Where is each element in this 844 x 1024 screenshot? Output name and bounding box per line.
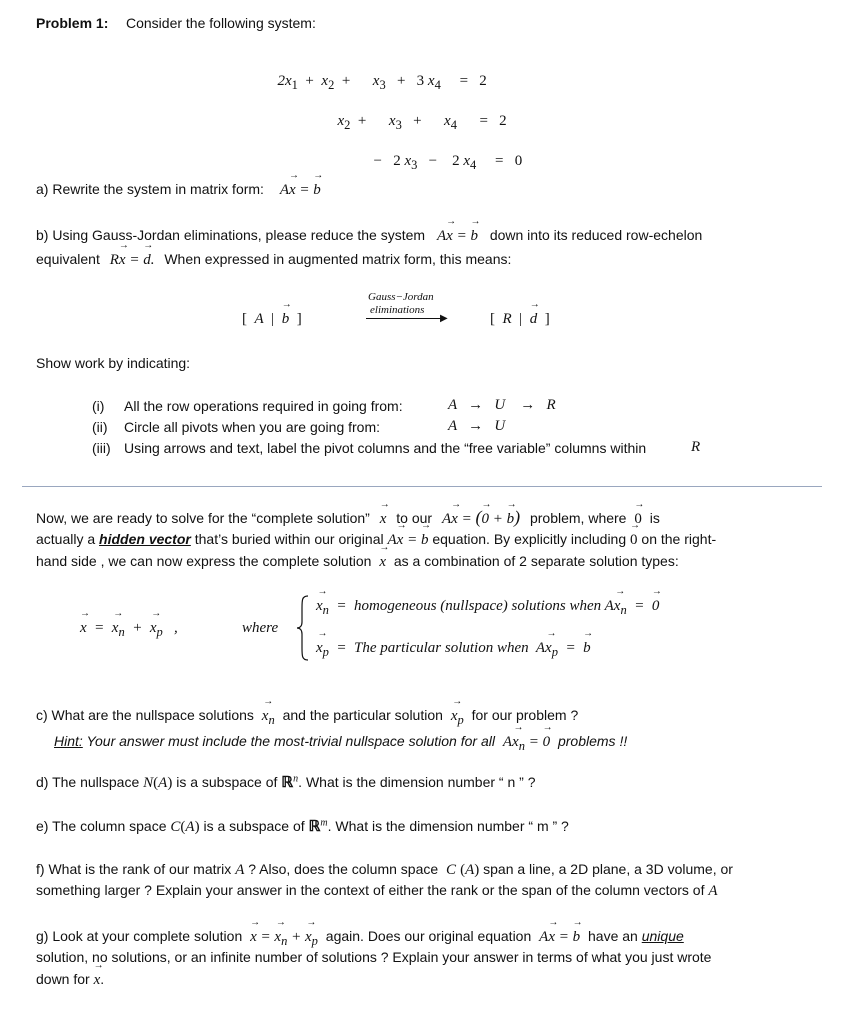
now-line-1: Now, we are ready to solve for the “complete solution” x → to our Ax → = (0 → + b →) problem, where 0 → is — [36, 507, 660, 528]
part-a-text: a) Rewrite the system in matrix form: — [36, 181, 264, 197]
augmented-left: [ A | b → ] — [242, 311, 302, 328]
show-work-item-2-text: Circle all pivots when you are going from: — [124, 419, 381, 435]
complete-solution-equation: x → = $x_n$ → + $x_p$ → , — [80, 620, 193, 640]
gj-arrowhead-icon: ▶ — [440, 313, 448, 324]
part-c-hint: Hint: Your answer must include the most-trivial nullspace solution for all $Ax_n$ → = 0 → problems !! — [54, 733, 627, 754]
show-work-item-3-num: (iii) — [92, 440, 111, 456]
xn-definition: $x_n$ → = homogeneous (nullspace) solutions when $Ax_n$ → = 0 → — [316, 598, 659, 618]
part-f-line1: f) What is the rank of our matrix A ? Also, does the column space C (A) span a line, a 2D plane, a 3D volume, or — [36, 861, 733, 878]
where-label: where — [242, 620, 279, 636]
now-line-3: hand side , we can now express the complete solution x → as a combination of 2 separate solution types: — [36, 553, 679, 571]
show-work-item-2-num: (ii) — [92, 419, 108, 435]
gj-label-1: Gauss−Jordan — [368, 291, 434, 303]
part-e: e) The column space C(A) is a subspace of ℝ$^m$. What is the dimension number “ m ” ? — [36, 817, 569, 835]
gj-arrow — [366, 318, 446, 319]
now-line-2: actually a hidden vector that’s buried within our original Ax → = b → equation. By explicitly including 0 → on the right- — [36, 531, 716, 549]
equation-3: − 2 $x_3$ − 2 $x_4$ = 0 — [373, 153, 523, 172]
gj-label-2: eliminations — [370, 304, 425, 316]
show-work-item-2-path: A → U — [448, 418, 506, 434]
part-f-line2: something larger ? Explain your answer in the context of either the rank or the span of the column vectors of A — [36, 882, 718, 899]
section-divider — [22, 486, 822, 487]
show-work-title: Show work by indicating: — [36, 355, 191, 371]
problem-label: Problem 1: — [36, 15, 109, 31]
part-d: d) The nullspace N(A) is a subspace of ℝ$^n$. What is the dimension number “ n ” ? — [36, 773, 536, 791]
show-work-item-1-num: (i) — [92, 398, 105, 414]
part-g-line1: g) Look at your complete solution x → = $x_n$ → + $x_p$ → again. Does our original equation Ax → = b → have an unique — [36, 928, 684, 949]
brace-icon — [296, 594, 310, 662]
xp-definition: $x_p$ → = The particular solution when $Ax_p$ → = b → — [316, 640, 591, 660]
equation-2: $x_2$ + $x_3$ + $x_4$ = 2 — [337, 113, 507, 132]
show-work-item-1-path: A → U → R — [448, 397, 556, 413]
show-work-item-3-path: R — [691, 439, 701, 455]
part-b-line2: equivalent Rx → = d →. When expressed in augmented matrix form, this means: — [36, 251, 511, 269]
problem-intro: Consider the following system: — [126, 15, 316, 31]
unique-text: unique — [641, 928, 684, 944]
hidden-vector-text: hidden vector — [99, 531, 191, 547]
part-g-line2: solution, no solutions, or an infinite number of solutions ? Explain your answer in terms of what you just wrote — [36, 949, 712, 965]
part-c-line1: c) What are the nullspace solutions $x_n$ → and the particular solution $x_p$ → for our problem ? — [36, 707, 578, 728]
equation-1: $2x_1 + x_2$ + $x_3 + 3$ $x_4$ = 2 — [277, 73, 487, 92]
augmented-right: [ R | d → ] — [490, 311, 550, 328]
part-b-line1: b) Using Gauss-Jordan eliminations, please reduce the system Ax → = b → down into its reduced row-echelon — [36, 227, 702, 245]
show-work-item-1-text: All the row operations required in going from: — [124, 398, 403, 414]
part-g-line3: down for x →. — [36, 971, 104, 989]
show-work-item-3-text: Using arrows and text, label the pivot columns and the “free variable” columns within — [124, 440, 647, 456]
part-a: a) Rewrite the system in matrix form: Ax → = b → — [36, 181, 321, 199]
